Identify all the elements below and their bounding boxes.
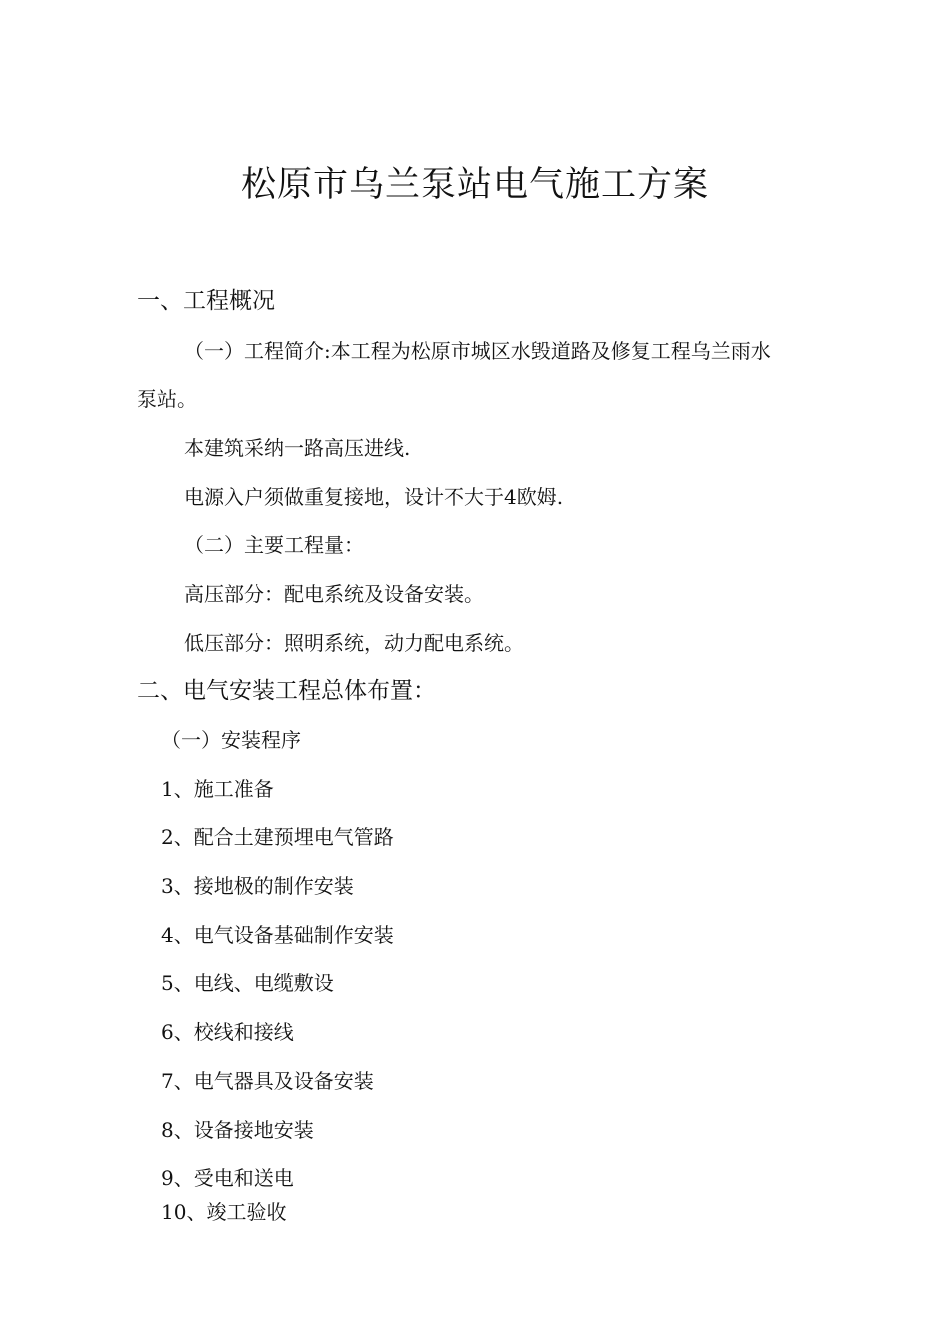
- step-item: 2、配合土建预埋电气管路: [161, 825, 394, 849]
- step-item: 6、校线和接线: [161, 1020, 294, 1044]
- step-item: 7、电气器具及设备安装: [161, 1069, 374, 1093]
- section1-intro-line1: （一）工程简介:本工程为松原市城区水毁道路及修复工程乌兰雨水: [184, 339, 771, 363]
- step-item: 3、接地极的制作安装: [161, 874, 354, 898]
- section2-heading: 二、电气安装工程总体布置：: [137, 678, 436, 704]
- section1-subheading-2: （二）主要工程量：: [184, 533, 364, 557]
- step-item: 4、电气设备基础制作安装: [161, 923, 394, 947]
- step-item: 1、施工准备: [161, 777, 274, 801]
- document-title: 松原市乌兰泵站电气施工方案: [240, 165, 709, 205]
- step-item: 5、电线、电缆敷设: [161, 971, 334, 995]
- section1-paragraph-2: 电源入户须做重复接地，设计不大于4欧姆.: [184, 485, 564, 509]
- section1-paragraph-3: 高压部分：配电系统及设备安装。: [184, 582, 484, 606]
- section1-intro-line2: 泵站。: [137, 387, 197, 411]
- step-item: 10、竣工验收: [161, 1200, 287, 1224]
- step-item: 8、设备接地安装: [161, 1118, 314, 1142]
- step-item: 9、受电和送电: [161, 1166, 294, 1190]
- section1-heading: 一、工程概况: [137, 288, 275, 314]
- section1-paragraph-4: 低压部分：照明系统，动力配电系统。: [184, 631, 524, 655]
- section2-subheading-1: （一）安装程序: [161, 728, 301, 752]
- section1-paragraph-1: 本建筑采纳一路高压进线.: [184, 436, 411, 460]
